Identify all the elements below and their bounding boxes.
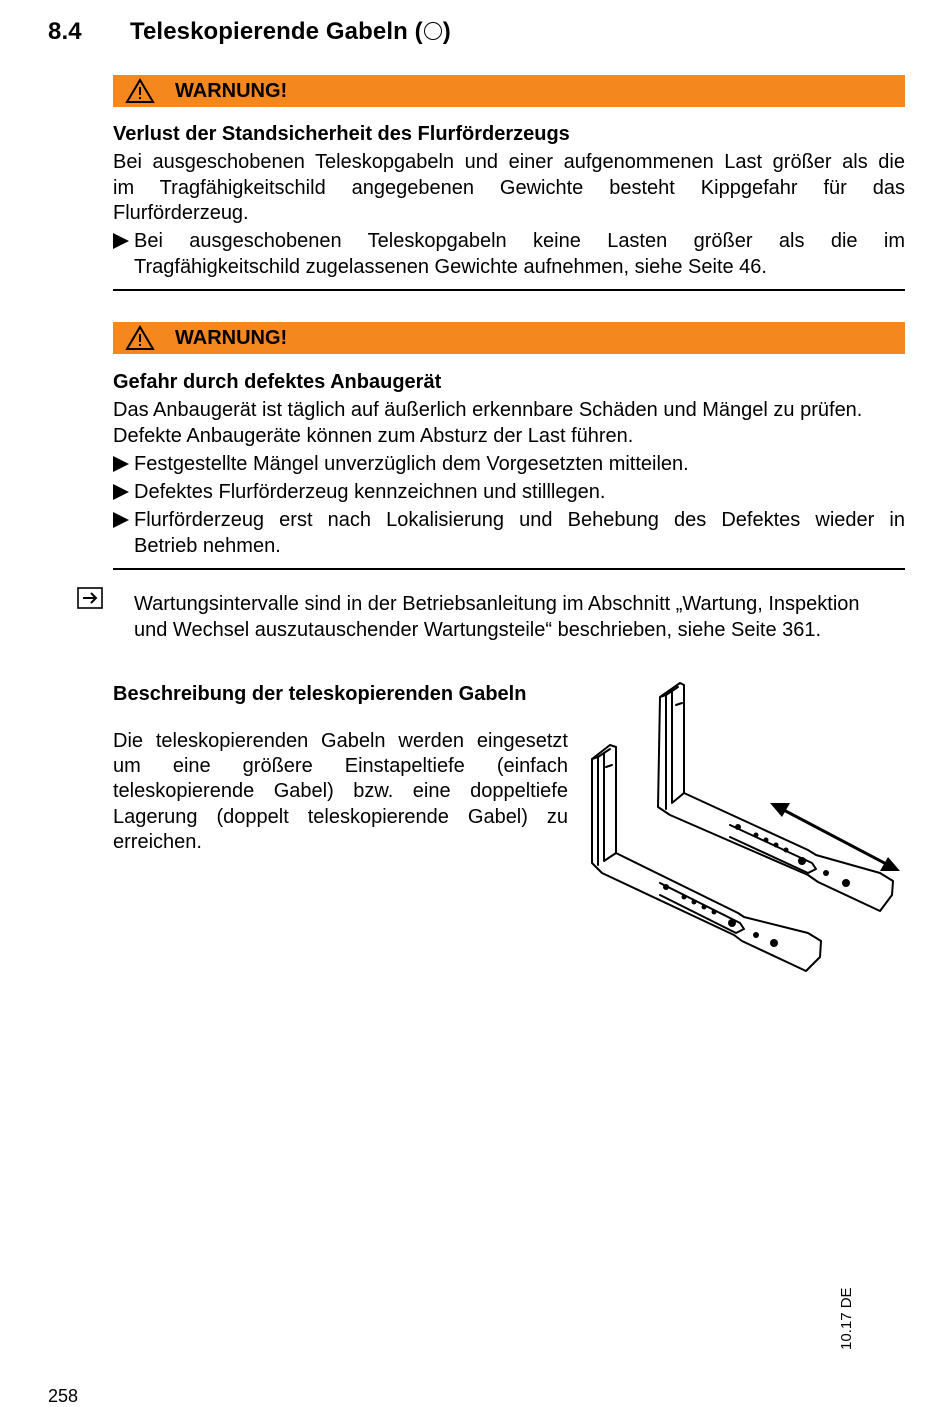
telescopic-forks-illustration — [580, 675, 910, 985]
version-label: 10.17 DE — [838, 1287, 855, 1350]
section-title: Teleskopierende Gabeln ( — [130, 18, 423, 45]
warning-bar — [113, 75, 905, 107]
list-item: Festgestellte Mängel unverzüglich dem Vorgesetzten mitteilen. — [113, 452, 905, 478]
arrow-right-box-icon — [77, 587, 103, 609]
list-item: Bei ausgeschobenen Teleskopgabeln keine Lasten größer als die im Tragfähigkeitschild zugelassenen Gewichte aufnehmen, siehe Seite 46. — [113, 229, 905, 280]
section-number: 8.4 — [48, 18, 82, 45]
warning-subtitle: Gefahr durch defektes Anbaugerät — [113, 371, 442, 393]
optional-circle-icon — [424, 22, 442, 40]
warning-bar — [113, 322, 905, 354]
bullet-arrow-icon — [113, 456, 129, 472]
note-text: Wartungsintervalle sind in der Betriebsanleitung im Abschnitt „Wartung, Inspektion und Wechsel auszutauschender Wartungsteile“ beschrieben, siehe Seite 361. — [134, 593, 860, 641]
bullet-arrow-icon — [113, 233, 129, 249]
divider — [113, 289, 905, 291]
warning-triangle-icon — [125, 78, 155, 104]
warning-label: WARNUNG! — [175, 326, 288, 349]
warning-text: Bei ausgeschobenen Teleskopgabeln und einer aufgenommenen Last größer als die im Tragfähigkeitschild angegebenen Gewichte besteht Kippgefahr für das Flurförderzeug. — [113, 151, 905, 224]
bullet-arrow-icon — [113, 484, 129, 500]
page-number: 258 — [48, 1386, 79, 1406]
description-text: Die teleskopierenden Gabeln werden eingesetzt um eine größere Einstapeltiefe (einfach teleskopierende Gabel) bzw. eine doppeltiefe Lagerung (doppelt teleskopierende Gabel) zu erreichen. — [113, 730, 568, 853]
list-item: Defektes Flurförderzeug kennzeichnen und stilllegen. — [113, 480, 905, 506]
warning-label: WARNUNG! — [175, 79, 288, 102]
list-item: Flurförderzeug erst nach Lokalisierung und Behebung des Defektes wieder in Betrieb nehmen. — [113, 508, 905, 559]
description-subtitle: Beschreibung der teleskopierenden Gabeln — [113, 683, 527, 705]
section-heading: 8.4 Teleskopierende Gabeln ( ) — [48, 18, 451, 45]
divider — [113, 568, 905, 570]
warning-text: Das Anbaugerät ist täglich auf äußerlich erkennbare Schäden und Mängel zu prüfen. Defekte Anbaugeräte können zum Absturz der Last führen. — [113, 399, 863, 447]
bullet-arrow-icon — [113, 512, 129, 528]
warning-subtitle: Verlust der Standsicherheit des Flurförderzeugs — [113, 123, 570, 145]
warning-triangle-icon — [125, 325, 155, 351]
